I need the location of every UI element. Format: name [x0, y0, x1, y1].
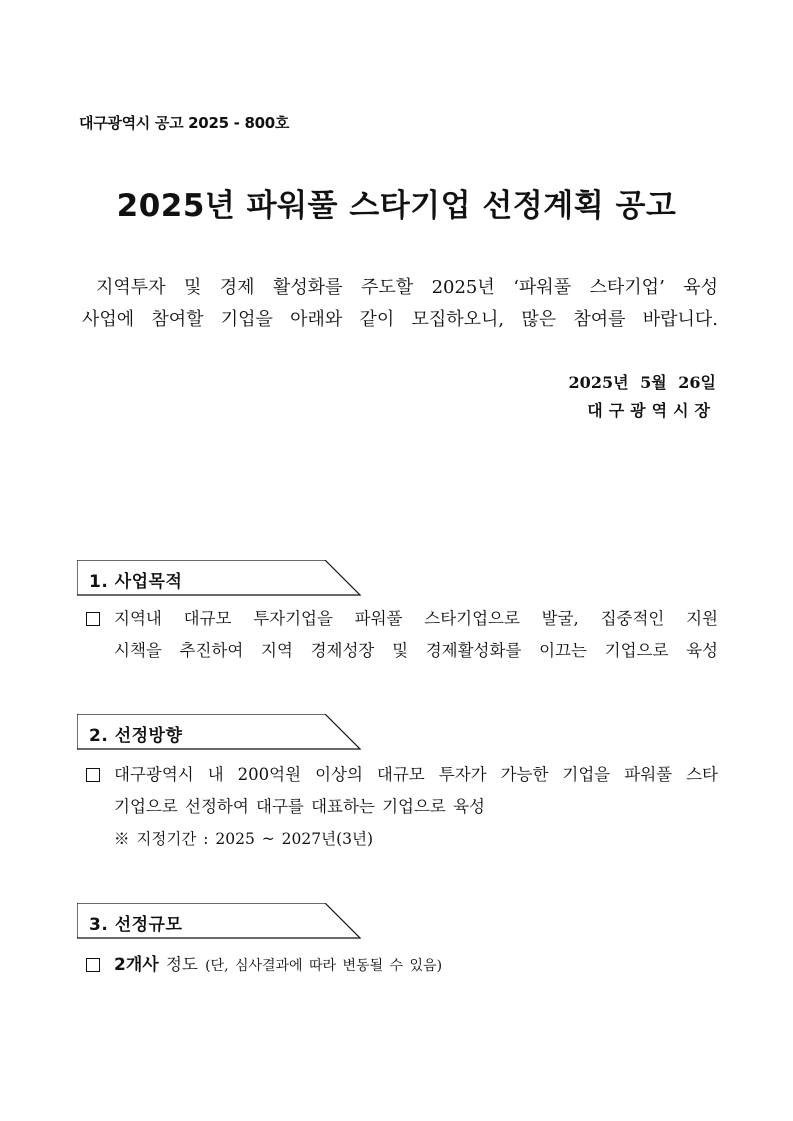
checkbox-square-icon: [86, 768, 100, 782]
signer-name: 대구광역시장: [587, 401, 716, 420]
selection-remark: (단, 심사결과에 따라 변동될 수 있음): [205, 958, 443, 974]
purpose-line-2: 시책을 추진하여 지역 경제성장 및 경제활성화를 이끄는 기업으로 육성: [114, 641, 718, 660]
section-direction-item: [86, 759, 718, 855]
announcement-date: 2025년 5월 26일: [568, 373, 716, 392]
section-scale-item: [86, 949, 718, 982]
designation-period-note: ※ 지정기간 : 2025 ~ 2027년(3년): [114, 830, 374, 848]
checkbox-square-icon: [86, 612, 100, 626]
page-title: 2025년 파워풀 스타기업 선정계획 공고: [116, 188, 677, 224]
scale-line: [114, 949, 718, 982]
section-heading-direction: [77, 714, 361, 750]
section-heading-label: 1. 사업목적: [89, 572, 183, 592]
purpose-line-1: 지역내 대규모 투자기업을 파워풀 스타기업으로 발굴, 집중적인 지원: [114, 609, 718, 628]
checkbox-square-icon: [86, 958, 100, 972]
selection-count-suffix: 정도: [165, 955, 198, 974]
section-heading-scale: [77, 903, 361, 939]
direction-line-1: 대구광역시 내 200억원 이상의 대규모 투자가 가능한 기업을 파워풀 스타: [114, 765, 718, 784]
section-purpose-item: [86, 603, 718, 667]
intro-paragraph: [82, 272, 718, 336]
section-heading-label: 3. 선정규모: [89, 915, 183, 935]
section-heading-label: 2. 선정방향: [89, 726, 183, 746]
intro-line-1: 지역투자 및 경제 활성화를 주도할 2025년 ‘파워풀 스타기업’ 육성: [96, 277, 718, 298]
intro-line-2: 사업에 참여할 기업을 아래와 같이 모집하오니, 많은 참여를 바랍니다.: [82, 309, 718, 330]
notice-number: 대구광역시 공고 2025 - 800호: [79, 114, 290, 132]
section-heading-purpose: [77, 560, 361, 596]
direction-line-2: 기업으로 선정하여 대구를 대표하는 기업으로 육성: [114, 797, 485, 816]
selection-count: 2개사: [114, 955, 159, 975]
